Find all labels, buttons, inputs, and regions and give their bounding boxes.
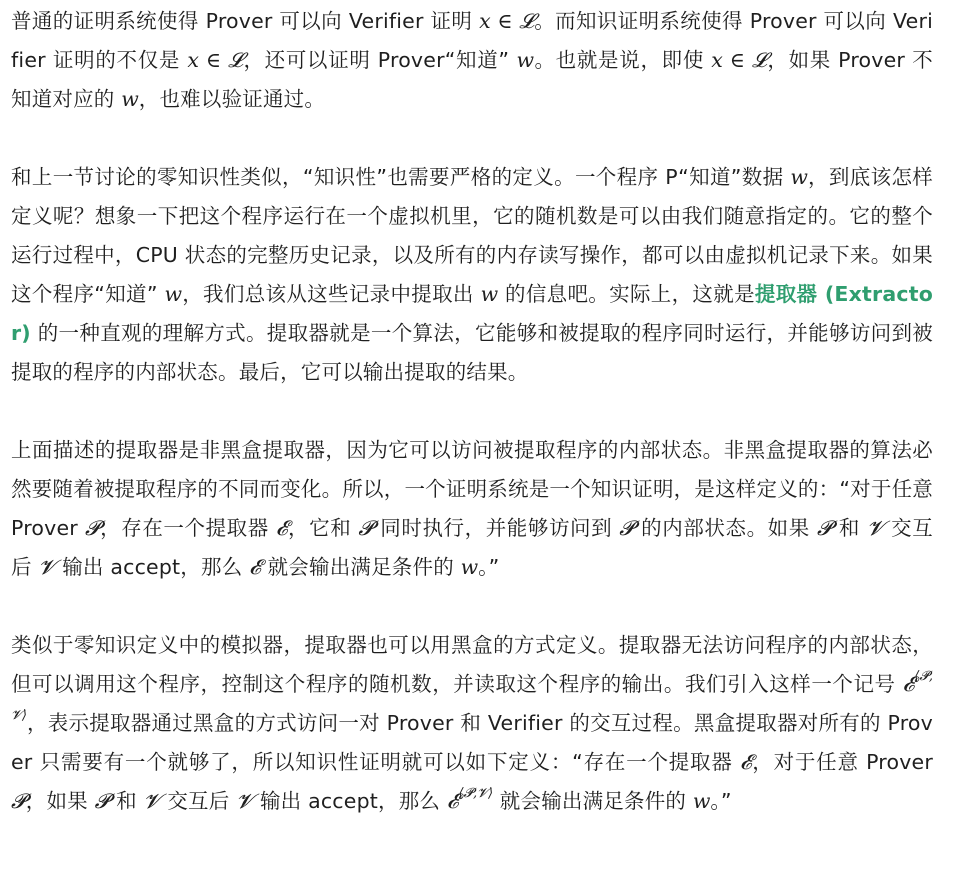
inline-math: 𝓥 [236, 789, 254, 813]
inline-math: 𝓔 [739, 750, 752, 774]
text-run: ，到底该怎样定义呢？想象一下把这个程序运行在一个虚拟机里，它的随机数是可以由我们随意指定的。它的整个运行过程中，CPU 状态的完整历史记录，以及所有的内存读写操作，都可以由虚拟机记录下来。如果这个程序“知道” [11, 165, 933, 306]
text-run: 交互后 [160, 789, 237, 813]
inline-math: 𝓟 [11, 789, 26, 813]
text-run: 输出 accept，那么 [253, 789, 447, 813]
text-run: 和上一节讨论的零知识性类似，“知识性”也需要严格的定义。一个程序 P“知道”数据 [11, 165, 791, 189]
text-run: ，如果 [25, 789, 95, 813]
text-run: 。” [478, 555, 500, 579]
text-run: 输出 accept，那么 [55, 555, 250, 579]
text-run: 就会输出满足条件的 [260, 555, 461, 579]
inline-math: 𝓟 [85, 516, 100, 540]
inline-math: 𝓟 [94, 789, 110, 813]
text-run: ，还可以证明 Prover“知道” [242, 48, 517, 72]
inline-math: w [516, 48, 534, 72]
text-run: 上面描述的提取器是非黑盒提取器，因为它可以访问被提取程序的内部状态。非黑盒提取器的算法必然要随着被提取程序的不同而变化。所以，一个证明系统是一个知识证明，是这样定义的：“对于任意 Prover [11, 438, 933, 540]
extractor-link[interactable]: 提取器 (Extractor) [11, 282, 933, 345]
text-run: ，表示提取器通过黑盒的方式访问一对 Prover 和 Verifier 的交互过程。黑盒提取器对所有的 Prover 只需要有一个就够了，所以知识性证明就可以如下定义：“存在一个提取器 [11, 711, 933, 774]
inline-math: 𝓟 [358, 516, 374, 540]
text-run: 。” [710, 789, 732, 813]
paragraph-proof-of-knowledge-intro [11, 2, 933, 119]
inline-math: x ∈ 𝓛 [479, 9, 535, 33]
inline-math: x ∈ 𝓛 [711, 48, 767, 72]
inline-math: w [692, 789, 711, 813]
text-run: 的信息吧。实际上，这就是 [498, 282, 755, 306]
text-run: 类似于零知识定义中的模拟器，提取器也可以用黑盒的方式定义。提取器无法访问程序的内部状态，但可以调用这个程序，控制这个程序的随机数，并读取这个程序的输出。我们引入这样一个记号 [11, 633, 933, 696]
text-run: 。也就是说，即使 [534, 48, 712, 72]
text-run: 就会输出满足条件的 [493, 789, 693, 813]
text-run: 的内部状态。如果 [634, 516, 817, 540]
text-run: 和 [831, 516, 867, 540]
text-run: 同时执行，并能够访问到 [373, 516, 620, 540]
text-run: 。而知识证明系统使得 Prover 可以向 Verifier 证明的不仅是 [11, 9, 933, 72]
text-run: ，存在一个提取器 [99, 516, 276, 540]
inline-math: 𝓟 [619, 516, 635, 540]
math-superscript: ⟨𝓟,𝓥⟩ [11, 669, 933, 724]
inline-math: w [121, 87, 139, 111]
article-body [11, 2, 933, 821]
inline-math: 𝓥 [867, 516, 885, 540]
text-run: ，它和 [287, 516, 359, 540]
inline-math: 𝓔 [249, 555, 261, 579]
inline-math: 𝓔 [446, 789, 459, 813]
inline-math: w [790, 165, 808, 189]
inline-math: x ∈ 𝓛 [187, 48, 243, 72]
paragraph-knowledge-definition [11, 158, 933, 392]
inline-math: w [460, 555, 479, 579]
inline-math: 𝓔 [275, 516, 288, 540]
inline-math: 𝓔 [902, 672, 915, 696]
text-run: ，我们总该从这些记录中提取出 [182, 282, 481, 306]
text-run: ，对于任意 Prover [751, 750, 933, 774]
inline-math: 𝓥 [38, 555, 56, 579]
text-run: 和 [109, 789, 144, 813]
text-run: ，如果 Prover 不知道对应的 [11, 48, 933, 111]
text-run: 普通的证明系统使得 Prover 可以向 Verifier 证明 [11, 9, 480, 33]
paragraph-blackbox-extractor [11, 626, 933, 821]
text-run: 交互后 [11, 516, 933, 579]
text-run: 的一种直观的理解方式。提取器就是一个算法，它能够和被提取的程序同时运行，并能够访问到被提取的程序的内部状态。最后，它可以输出提取的结果。 [11, 321, 933, 384]
inline-math: 𝓟 [816, 516, 832, 540]
inline-math: w [480, 282, 499, 306]
text-run: ，也难以验证通过。 [138, 87, 326, 111]
math-superscript: ⟨𝓟,𝓥⟩ [458, 786, 494, 802]
inline-math: w [164, 282, 183, 306]
inline-math: 𝓥 [143, 789, 161, 813]
paragraph-non-blackbox-extractor [11, 431, 933, 587]
